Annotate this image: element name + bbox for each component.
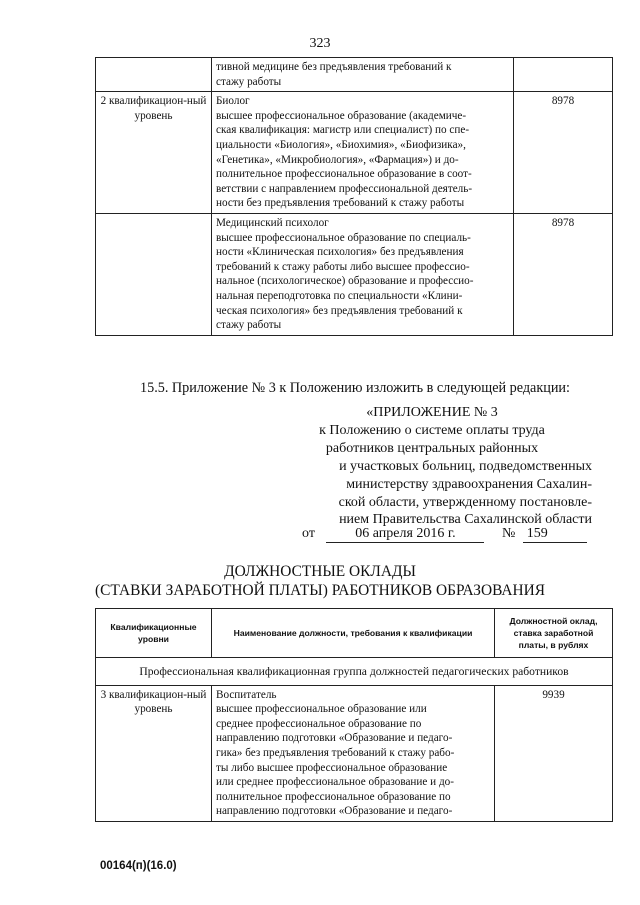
position-requirements-cell <box>212 92 514 214</box>
table-row <box>96 92 613 214</box>
text-line: высшее профессиональное образование или <box>216 703 427 716</box>
resolution-date: 06 апреля 2016 г. <box>326 526 484 543</box>
table-row <box>96 213 613 335</box>
table-row <box>96 58 613 92</box>
text-line: или среднее профессиональное образование и до- <box>216 776 454 789</box>
qualification-level-cell: 2 квалификацион-ный уровень <box>96 92 212 214</box>
qualification-level-cell <box>96 213 212 335</box>
text-line: требований к стажу работы либо высшее профессио- <box>216 260 470 273</box>
page-number: 323 <box>309 36 331 51</box>
amendment-paragraph: 15.5. Приложение № 3 к Положению изложить в следующей редакции: <box>140 380 570 396</box>
positions-table-continued <box>95 57 613 336</box>
appendix-line: к Положению о системе оплаты труда <box>319 422 545 438</box>
text-line: нальное (психологическое) образование и профессио- <box>216 275 474 288</box>
position-requirements-cell <box>212 58 514 92</box>
qualification-level-cell <box>96 58 212 92</box>
appendix-line: министерству здравоохранения Сахалин- <box>346 476 592 492</box>
table-group-row <box>96 658 613 686</box>
text-line: ты либо высшее профессиональное образование <box>216 761 448 774</box>
text-line: высшее профессиональное образование (академиче- <box>216 109 467 122</box>
position-title: Воспитатель <box>216 688 277 701</box>
text-line: полнительное профессиональное образование по <box>216 790 451 803</box>
appendix-line: и участковых больниц, подведомственных <box>339 458 592 474</box>
document-code: 00164(п)(16.0) <box>100 860 177 872</box>
text-line: направлению подготовки «Образование и педаго- <box>216 805 453 818</box>
text-line: ности без предъявления требований к стажу работы <box>216 197 465 210</box>
appendix-header-block <box>272 404 592 529</box>
text-line: гика» без предъявления требований к стажу рабо- <box>216 746 455 759</box>
salary-cell: 8978 <box>514 213 613 335</box>
appendix-heading: «ПРИЛОЖЕНИЕ № 3 <box>366 405 498 420</box>
text-line: направлению подготовки «Образование и педаго- <box>216 732 453 745</box>
salary-cell: 9939 <box>495 685 613 821</box>
appendix-line: работников центральных районных <box>325 440 539 456</box>
text-line: ности «Клиническая психология» без предъявления <box>216 246 464 259</box>
qualification-level-cell: 3 квалификацион-ный уровень <box>96 685 212 821</box>
appendix-line: ской области, утвержденному постановле- <box>338 494 592 510</box>
text-line: ская квалификация: магистр или специалист) по спе- <box>216 124 470 137</box>
column-header-level: Квалификационные уровни <box>96 609 212 658</box>
text-line: стажу работы <box>216 75 282 88</box>
number-label: № <box>501 526 516 541</box>
position-requirements-cell <box>212 685 495 821</box>
education-salaries-table <box>95 608 613 822</box>
text-line: полнительное профессиональное образование в соот- <box>216 168 472 181</box>
title-line: (СТАВКИ ЗАРАБОТНОЙ ПЛАТЫ) РАБОТНИКОВ ОБРАЗОВАНИЯ <box>94 582 545 599</box>
text-line: «Генетика», «Микробиология», «Фармация») и до- <box>216 153 459 166</box>
from-label: от <box>302 526 315 541</box>
qualification-group-title: Профессиональная квалификационная группа должностей педагогических работников <box>96 658 613 686</box>
column-header-salary: Должностной оклад, ставка заработной платы, в рублях <box>495 609 613 658</box>
text-line: высшее профессиональное образование по специаль- <box>216 231 471 244</box>
title-line: ДОЛЖНОСТНЫЕ ОКЛАДЫ <box>224 563 416 580</box>
appendix-line: нием Правительства Сахалинской области <box>339 512 592 528</box>
text-line: тивной медицине без предъявления требований к <box>216 61 452 73</box>
text-line: ветствии с направлением профессиональной деятель- <box>216 182 473 195</box>
resolution-number: 159 <box>523 526 587 543</box>
document-title <box>0 562 640 600</box>
text-line: ческая психология» без предъявления требований к <box>216 304 463 317</box>
salary-cell <box>514 58 613 92</box>
text-line: циальности «Биология», «Биохимия», «Биофизика», <box>216 138 466 151</box>
text-line: среднее профессиональное образование по <box>216 717 422 730</box>
salary-cell: 8978 <box>514 92 613 214</box>
text-line: нальная переподготовка по специальности «Клини- <box>216 289 463 302</box>
table-row <box>96 685 613 821</box>
column-header-name: Наименование должности, требования к квалификации <box>212 609 495 658</box>
resolution-date-number <box>302 526 587 543</box>
position-title: Биолог <box>216 95 250 108</box>
position-title: Медицинский психолог <box>216 216 329 229</box>
table-header-row <box>96 609 613 658</box>
position-requirements-cell <box>212 213 514 335</box>
text-line: стажу работы <box>216 319 282 332</box>
